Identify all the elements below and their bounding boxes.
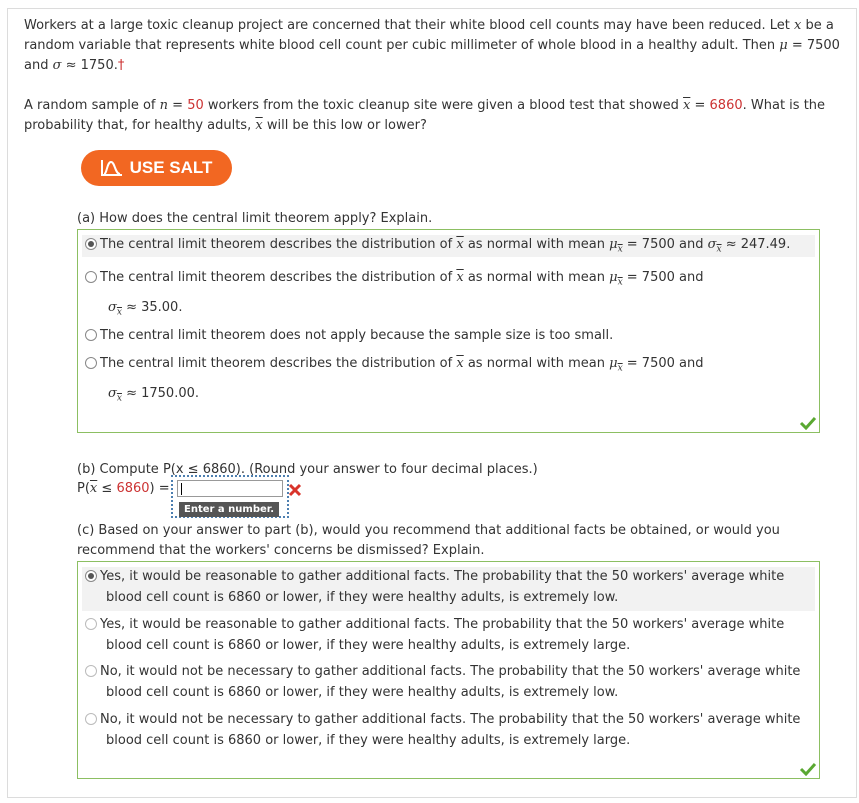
radio-button[interactable]: [85, 271, 97, 283]
option-text-line-2: blood cell count is 6860 or lower, if they were healthy adults, is extremely large.: [106, 637, 631, 653]
part-c-option-1[interactable]: [82, 567, 815, 611]
part-c-option-2[interactable]: [82, 615, 815, 656]
use-salt-label: USE SALT: [129, 158, 213, 177]
radio-button[interactable]: [85, 713, 97, 725]
option-text-line-2: blood cell count is 6860 or lower, if they were healthy adults, is extremely low.: [106, 684, 619, 700]
part-c-option-3[interactable]: [82, 662, 815, 703]
intro-line-1: Workers at a large toxic cleanup project are concerned that their white blood cell counts may have been reduced. Let x be a: [24, 18, 834, 33]
part-c-options-box: [77, 561, 820, 779]
part-a-option-3[interactable]: [82, 326, 815, 347]
option-text-line-1: No, it would not be necessary to gather additional facts. The probability that the 50 workers' average white: [100, 664, 801, 679]
option-text-line-1: No, it would not be necessary to gather additional facts. The probability that the 50 workers' average white: [100, 712, 801, 727]
part-a-option-2[interactable]: [82, 268, 815, 323]
radio-button[interactable]: [85, 329, 97, 341]
part-a-option-4[interactable]: [82, 354, 815, 409]
option-text-line-1: Yes, it would be reasonable to gather additional facts. The probability that the 50 workers' average white: [100, 569, 785, 584]
intro-line-2: random variable that represents white blood cell count per cubic millimeter of whole blood in a healthy adult. Then μ = 7500: [24, 38, 840, 53]
salt-chart-icon: [101, 159, 123, 177]
part-c-option-4[interactable]: [82, 710, 815, 751]
option-text: The central limit theorem describes the distribution of $\overline{x}$ as normal with mean $\mu_{\overline{x}} = 7500$ and: [100, 270, 704, 288]
check-icon: [799, 416, 817, 430]
answer-input[interactable]: [177, 480, 283, 497]
part-b-prob-label: $P(\overline{x} \le 6860)$ =: [77, 481, 170, 496]
x-mark-icon: [288, 483, 302, 497]
part-c-question-line-2: recommend that the workers' concerns be dismissed? Explain.: [77, 543, 485, 558]
option-text: The central limit theorem describes the distribution of $\overline{x}$ as normal with mean $\mu_{\overline{x}} = 7500$ and: [100, 356, 704, 374]
check-icon: [799, 762, 817, 776]
dagger-footnote[interactable]: †: [117, 58, 125, 73]
sample-line-2: probability that, for healthy adults, $\overline{x}$ will be this low or lower?: [24, 118, 427, 133]
sample-line-1: A random sample of n = 50 workers from the toxic cleanup site were given a blood test that showed $\overline{x} = 6860$. What is the: [24, 98, 826, 113]
option-text-line-2: blood cell count is 6860 or lower, if they were healthy adults, is extremely large.: [106, 732, 631, 748]
enter-number-tooltip: Enter a number.: [179, 502, 279, 517]
part-a-options-box: [77, 229, 820, 433]
option-text-cont: $\sigma_{\overline{x}} \approx 1750.00$.: [108, 386, 200, 404]
part-b-question: (b) Compute P(x ≤ 6860). (Round your answer to four decimal places.): [77, 462, 538, 477]
option-text-line-1: Yes, it would be reasonable to gather additional facts. The probability that the 50 workers' average white: [100, 617, 785, 632]
radio-button[interactable]: [85, 665, 97, 677]
radio-button[interactable]: [85, 238, 97, 250]
option-text: The central limit theorem does not apply because the sample size is too small.: [100, 328, 614, 343]
radio-button[interactable]: [85, 570, 97, 582]
option-text-cont: $\sigma_{\overline{x}} \approx 35.00$.: [108, 300, 183, 318]
part-a-question: (a) How does the central limit theorem apply? Explain.: [77, 211, 433, 226]
intro-line-3: and σ ≈ 1750.†: [24, 58, 125, 73]
part-a-option-1[interactable]: [82, 235, 815, 257]
use-salt-button[interactable]: [81, 150, 232, 186]
option-text: The central limit theorem describes the distribution of $\overline{x}$ as normal with mean $\mu_{\overline{x}} = 7500$ and $\sigma_{\overline{x}} \approx 247.49$.: [100, 237, 791, 255]
radio-button[interactable]: [85, 618, 97, 630]
part-c-question-line-1: (c) Based on your answer to part (b), would you recommend that additional facts be obtained, or would you: [77, 523, 780, 538]
option-text-line-2: blood cell count is 6860 or lower, if they were healthy adults, is extremely low.: [106, 589, 619, 605]
radio-button[interactable]: [85, 357, 97, 369]
